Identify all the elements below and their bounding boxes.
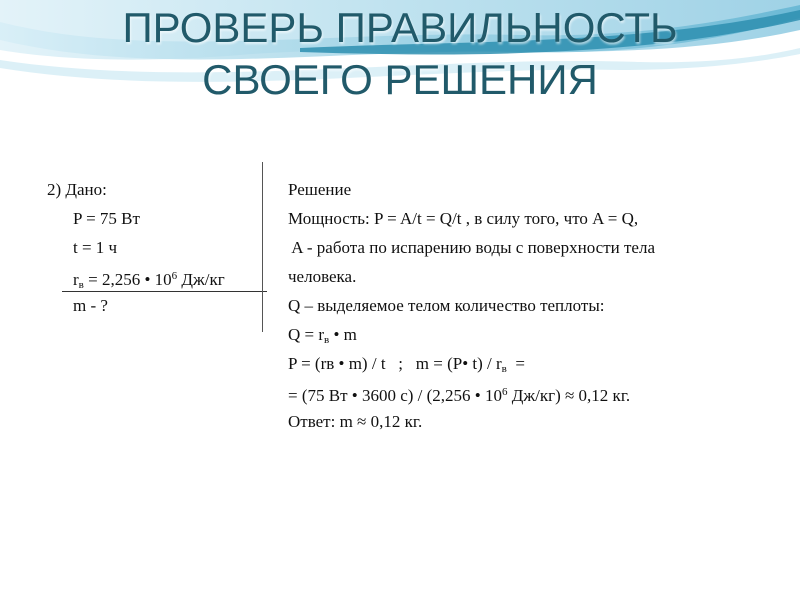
given-find: m - ?	[73, 296, 108, 315]
column-divider	[262, 162, 263, 332]
given-header: 2) Дано:	[47, 180, 107, 199]
title-line-1: ПРОВЕРЬ ПРАВИЛЬНОСТЬ	[122, 4, 678, 51]
formula-p-rest: =	[506, 354, 525, 373]
solution-line-3: человека.	[288, 267, 357, 286]
solution-section	[288, 175, 788, 436]
given-time: t = 1 ч	[73, 238, 118, 257]
calc-part: = (75 Вт • 3600 с) / (2,256 • 10	[288, 386, 503, 405]
solution-header: Решение	[288, 180, 352, 199]
formula-q-part: Q = r	[288, 325, 325, 344]
calc-rest: Дж/кг) ≈ 0,12 кг.	[507, 386, 631, 405]
formula-p-part: P = (rв • m) / t ; m = (P• t) / r	[288, 354, 502, 373]
solution-line-2: A - работа по испарению воды с поверхности тела	[288, 238, 655, 257]
heat-subscript: в	[78, 279, 84, 291]
solution-line-5	[288, 320, 788, 349]
heat-value: = 2,256 • 10	[83, 270, 172, 289]
heat-symbol: r	[73, 270, 79, 289]
title-line-2: СВОЕГО РЕШЕНИЯ	[202, 56, 598, 103]
solution-answer: Ответ: m ≈ 0,12 кг.	[288, 412, 423, 431]
slide-title	[0, 2, 800, 106]
formula-p-subscript: в	[501, 363, 507, 375]
given-power: P = 75 Вт	[73, 209, 140, 228]
heat-unit: Дж/кг	[177, 270, 225, 289]
given-heat	[47, 262, 225, 291]
solution-line-6	[288, 349, 788, 378]
formula-q-rest: • m	[329, 325, 357, 344]
heat-exponent: 6	[171, 270, 178, 282]
solution-line-4: Q – выделяемое телом количество теплоты:	[288, 296, 605, 315]
calc-exponent: 6	[502, 386, 508, 398]
formula-q-subscript: в	[324, 334, 330, 346]
solution-line-7	[288, 378, 788, 407]
given-section	[47, 175, 225, 320]
given-divider	[62, 291, 267, 292]
solution-line-1: Мощность: P = A/t = Q/t , в силу того, что A = Q,	[288, 209, 639, 228]
